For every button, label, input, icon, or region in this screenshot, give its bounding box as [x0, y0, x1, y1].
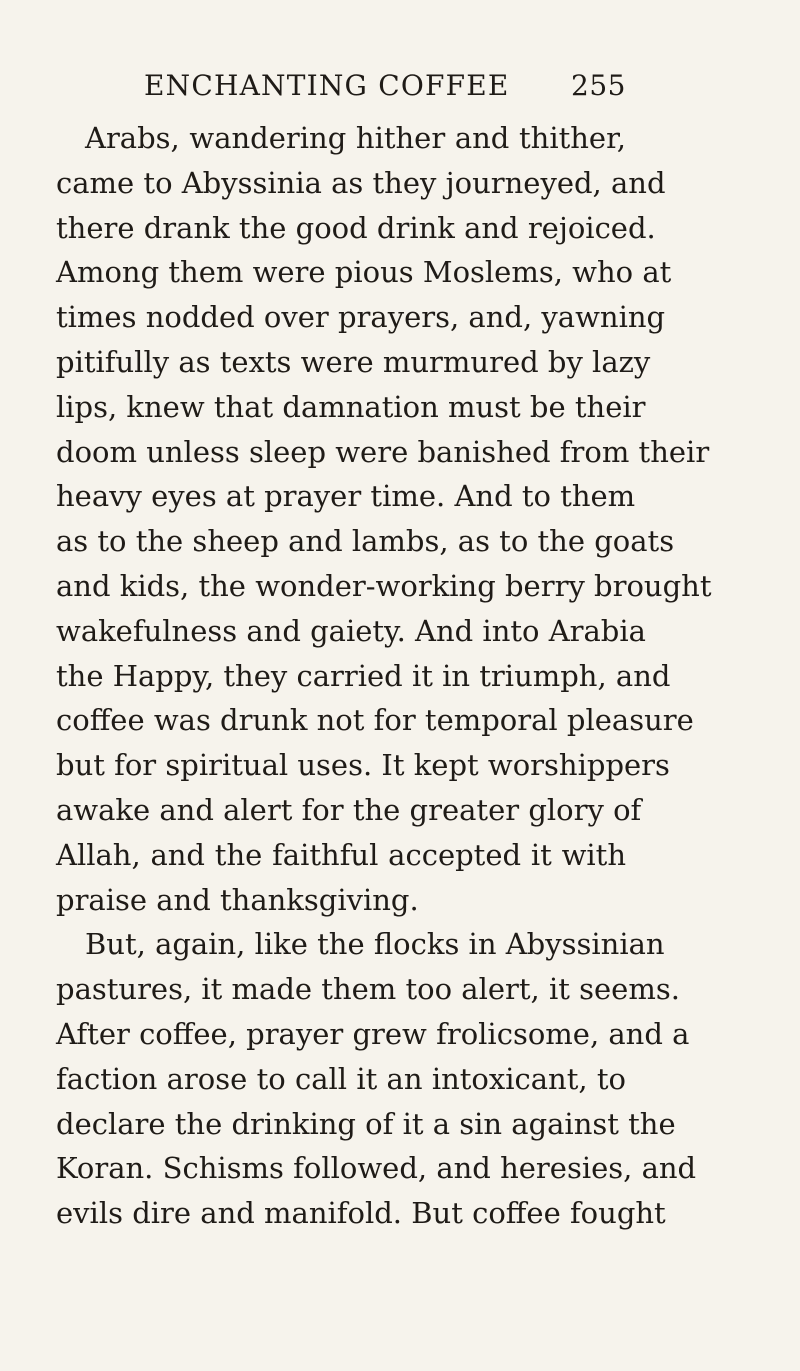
- text-line: Among them were pious Moslems, who at: [56, 255, 672, 290]
- text-line: times nodded over prayers, and, yawning: [56, 300, 666, 335]
- text-line: But, again, like the flocks in Abyssinian: [85, 927, 665, 962]
- text-line: Koran. Schisms followed, and heresies, and: [56, 1151, 697, 1186]
- text-line: and kids, the wonder-working berry brought: [56, 568, 712, 603]
- page-number: 255: [571, 69, 626, 102]
- running-title: ENCHANTING COFFEE: [144, 69, 510, 102]
- text-line: as to the sheep and lambs, as to the goats: [56, 524, 675, 559]
- text-line: pastures, it made them too alert, it seems.: [56, 972, 680, 1007]
- text-line: came to Abyssinia as they journeyed, and: [56, 165, 666, 200]
- text-line: pitifully as texts were murmured by lazy: [56, 344, 651, 379]
- text-line: doom unless sleep were banished from their: [56, 434, 710, 469]
- text-line: faction arose to call it an intoxicant, to: [56, 1061, 626, 1096]
- text-line: coffee was drunk not for temporal pleasure: [56, 703, 694, 738]
- running-head: [144, 62, 626, 110]
- text-line: wakefulness and gaiety. And into Arabia: [56, 613, 646, 648]
- text-line: After coffee, prayer grew frolicsome, and a: [56, 1016, 690, 1051]
- text-line: the Happy, they carried it in triumph, and: [56, 658, 671, 693]
- body-text: [56, 116, 712, 1236]
- text-line: heavy eyes at prayer time. And to them: [56, 479, 636, 514]
- text-line: lips, knew that damnation must be their: [56, 389, 646, 424]
- text-line: Arabs, wandering hither and thither,: [85, 121, 626, 155]
- text-line: praise and thanksgiving.: [56, 882, 419, 917]
- text-line: but for spiritual uses. It kept worshippers: [56, 748, 670, 783]
- text-line: awake and alert for the greater glory of: [56, 792, 642, 827]
- text-line: declare the drinking of it a sin against the: [56, 1106, 676, 1141]
- text-line: there drank the good drink and rejoiced.: [56, 210, 656, 245]
- text-line: Allah, and the faithful accepted it with: [56, 837, 626, 872]
- text-line: evils dire and manifold. But coffee fought: [56, 1196, 666, 1231]
